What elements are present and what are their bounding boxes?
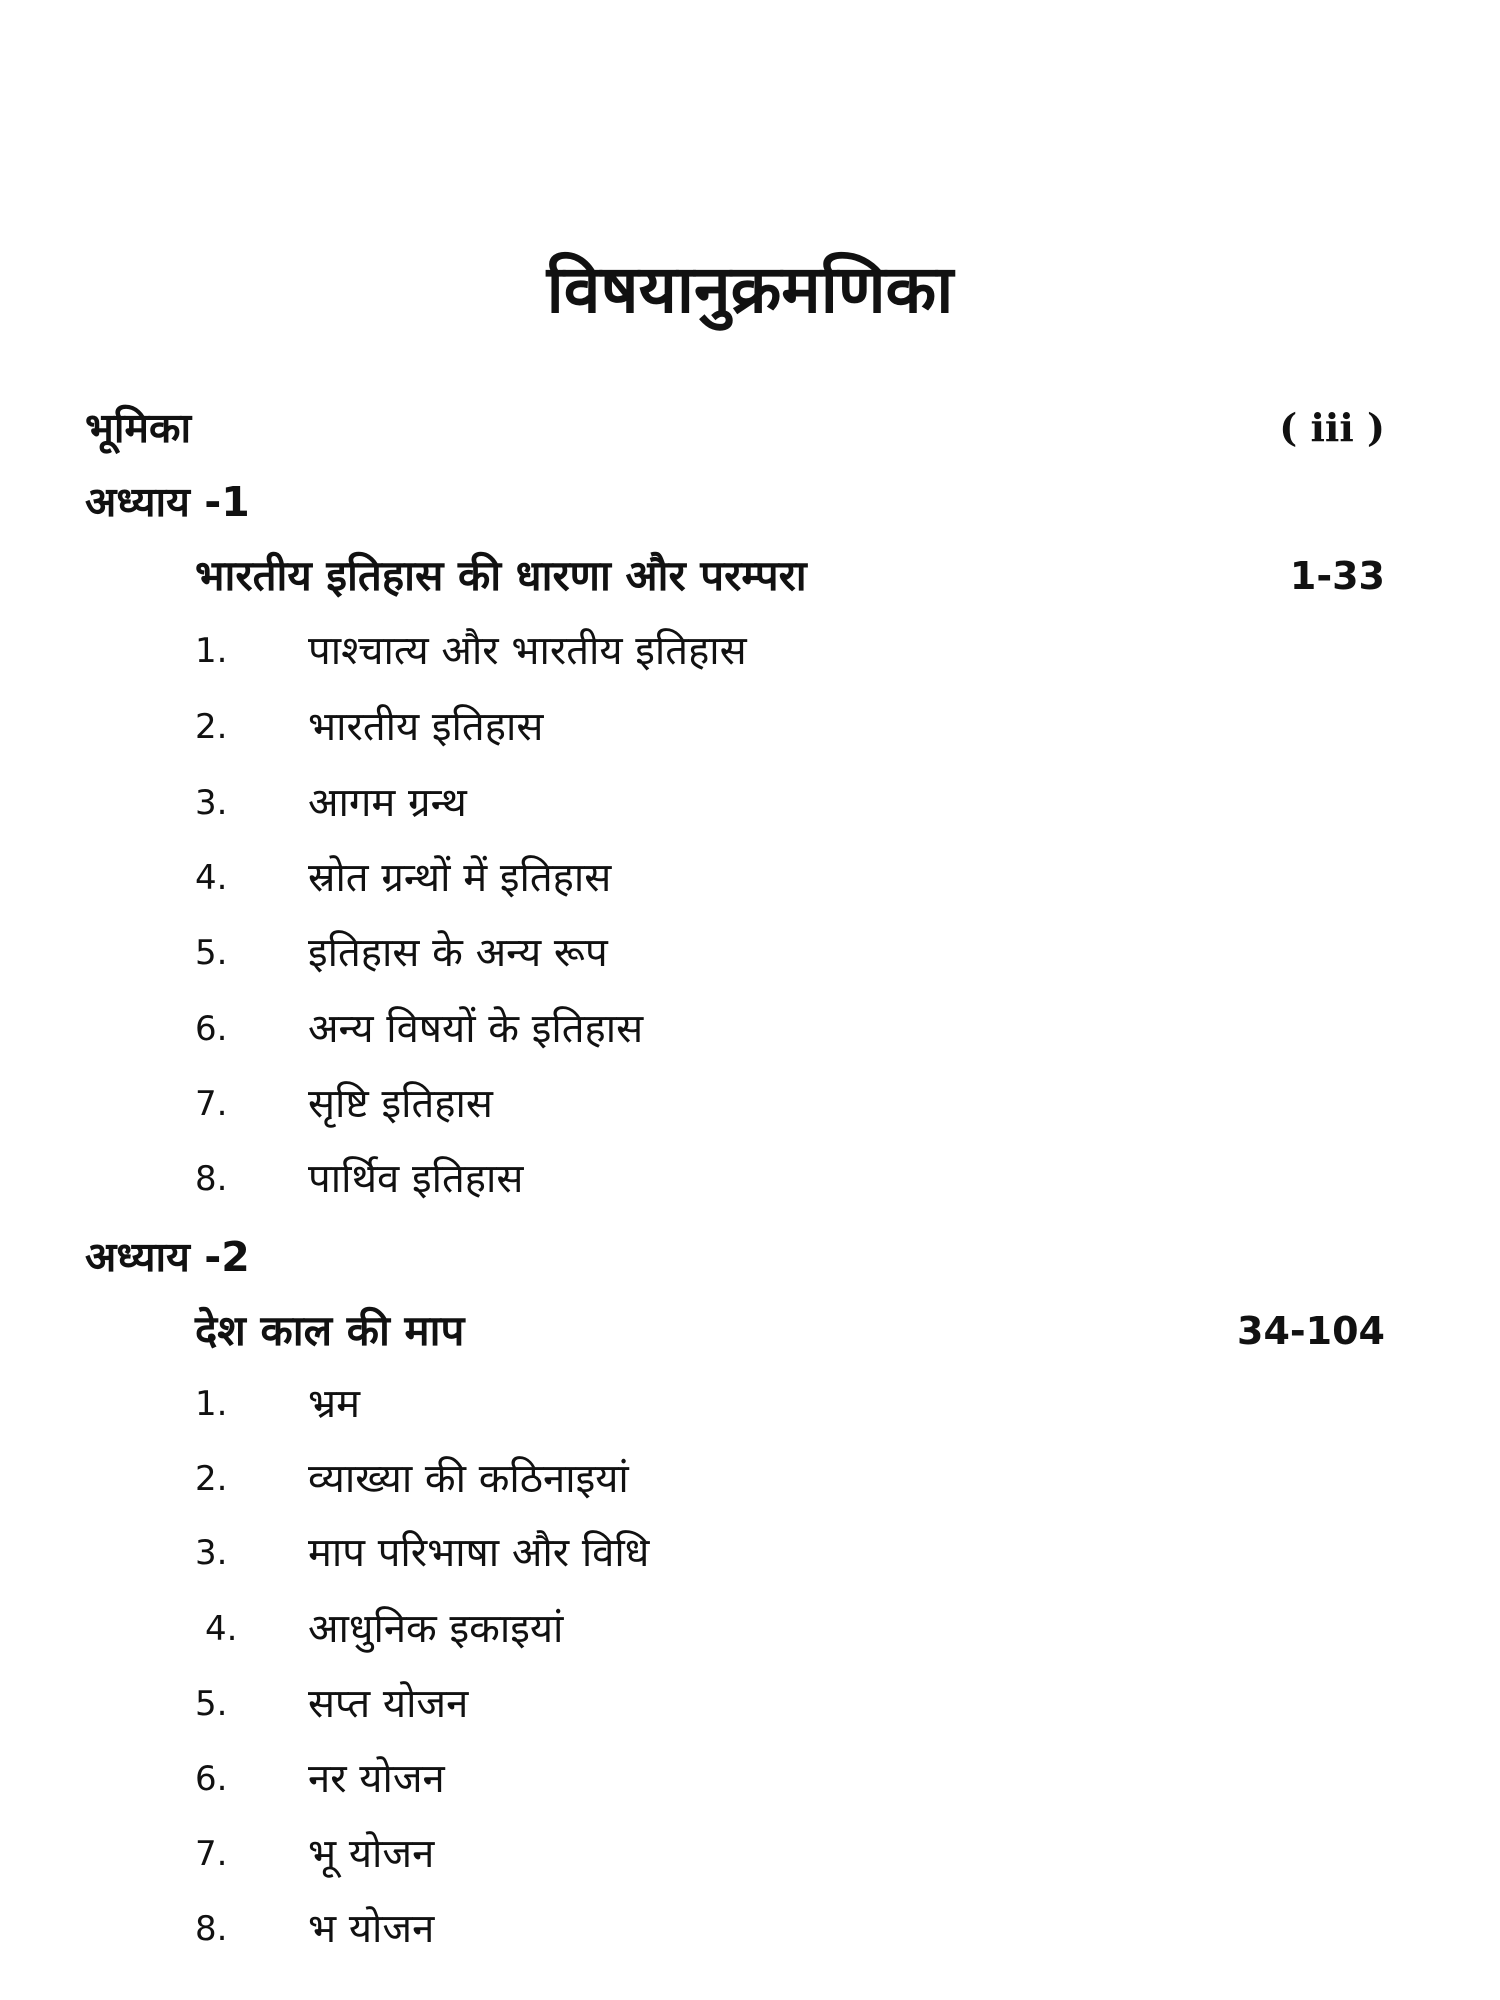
item-number: 3. (195, 783, 228, 823)
item-number: 5. (195, 1684, 228, 1724)
toc-item (0, 1144, 1500, 1214)
toc-item (0, 1744, 1500, 1814)
item-number: 3. (195, 1533, 228, 1573)
item-number: 4. (205, 1609, 238, 1649)
item-text: भ योजन (308, 1906, 435, 1952)
toc-item (0, 1069, 1500, 1139)
toc-item (0, 1518, 1500, 1588)
chapter-page-range: 1-33 (1289, 554, 1385, 598)
chapter-heading (0, 467, 1500, 537)
item-text: माप परिभाषा और विधि (308, 1530, 650, 1576)
toc-item (0, 1369, 1500, 1439)
chapter-title-row (0, 541, 1500, 611)
item-text: स्रोत ग्रन्थों में इतिहास (308, 855, 612, 901)
item-text: व्याख्या की कठिनाइयां (308, 1456, 629, 1502)
toc-item (0, 843, 1500, 913)
item-number: 8. (195, 1909, 228, 1949)
item-number: 8. (195, 1159, 228, 1199)
chapter-page-range: 34-104 (1237, 1309, 1385, 1353)
item-text: पाश्चात्य और भारतीय इतिहास (308, 628, 747, 674)
toc-item (0, 994, 1500, 1064)
chapter-label: अध्याय -2 (85, 1233, 250, 1281)
item-number: 5. (195, 933, 228, 973)
item-number: 6. (195, 1759, 228, 1799)
toc-item (0, 1669, 1500, 1739)
toc-item (0, 768, 1500, 838)
item-text: भारतीय इतिहास (308, 704, 544, 750)
item-text: भ्रम (308, 1381, 361, 1427)
toc-item (0, 1594, 1500, 1664)
item-text: इतिहास के अन्य रूप (308, 930, 608, 976)
chapter-title: भारतीय इतिहास की धारणा और परम्परा (195, 551, 807, 600)
chapter-label: अध्याय -1 (85, 478, 250, 526)
item-text: नर योजन (308, 1756, 445, 1802)
item-number: 7. (195, 1084, 228, 1124)
item-text: सप्त योजन (308, 1681, 469, 1727)
item-number: 1. (195, 631, 228, 671)
toc-item (0, 1819, 1500, 1889)
page-title: विषयानुक्रमणिका (546, 251, 954, 328)
item-number: 2. (195, 1459, 228, 1499)
frontmatter-page: ( iii ) (1279, 405, 1385, 450)
item-number: 7. (195, 1834, 228, 1874)
toc-item (0, 1894, 1500, 1964)
toc-item (0, 1444, 1500, 1514)
item-text: पार्थिव इतिहास (308, 1156, 524, 1202)
toc-item (0, 918, 1500, 988)
item-text: आगम ग्रन्थ (308, 780, 467, 826)
item-number: 4. (195, 858, 228, 898)
item-text: सृष्टि इतिहास (308, 1081, 493, 1127)
chapter-title: देश काल की माप (195, 1306, 465, 1355)
chapter-heading (0, 1222, 1500, 1292)
toc-row-frontmatter (0, 393, 1500, 463)
frontmatter-label: भूमिका (85, 404, 192, 452)
toc-item (0, 616, 1500, 686)
chapter-title-row (0, 1296, 1500, 1366)
item-text: अन्य विषयों के इतिहास (308, 1006, 644, 1052)
item-text: भू योजन (308, 1831, 435, 1877)
item-text: आधुनिक इकाइयां (308, 1606, 564, 1652)
item-number: 6. (195, 1009, 228, 1049)
toc-item (0, 692, 1500, 762)
item-number: 1. (195, 1384, 228, 1424)
item-number: 2. (195, 707, 228, 747)
